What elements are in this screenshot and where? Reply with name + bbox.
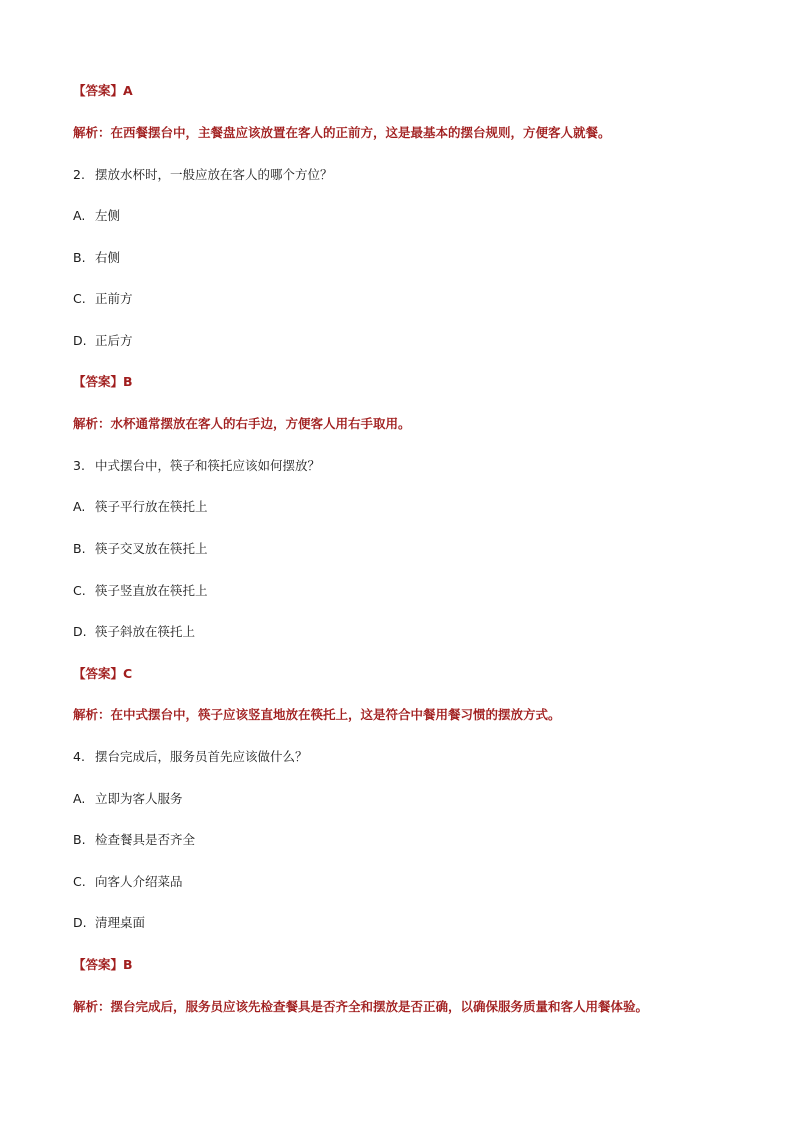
option-text: 清理桌面	[95, 915, 146, 930]
question-text: 摆放水杯时，一般应放在客人的哪个方位？	[95, 167, 333, 182]
question-text: 中式摆台中，筷子和筷托应该如何摆放？	[95, 458, 321, 473]
option-text: 筷子交叉放在筷托上	[95, 541, 208, 556]
answer-text: 【答案】B	[73, 374, 133, 389]
explanation-prefix: 解析：	[73, 999, 111, 1014]
option-text: 立即为客人服务	[95, 791, 183, 806]
question-number: 2.	[73, 167, 85, 182]
option-letter: C.	[73, 874, 86, 889]
option-letter: B.	[73, 832, 86, 847]
explanation-line	[73, 125, 611, 141]
explanation-text: 在中式摆台中，筷子应该竖直地放在筷托上，这是符合中餐用餐习惯的摆放方式。	[110, 707, 561, 722]
answer-line	[73, 957, 133, 973]
answer-line	[73, 83, 133, 99]
option-letter: B.	[73, 541, 86, 556]
option-letter: D.	[73, 333, 87, 348]
option-line	[73, 583, 208, 599]
answer-line	[73, 666, 132, 682]
option-line	[73, 333, 133, 349]
option-text: 筷子竖直放在筷托上	[95, 583, 208, 598]
answer-text: 【答案】A	[73, 83, 133, 98]
option-line	[73, 791, 183, 807]
question-text: 摆台完成后，服务员首先应该做什么？	[95, 749, 308, 764]
option-letter: A.	[73, 208, 86, 223]
explanation-line	[73, 416, 411, 432]
option-text: 向客人介绍菜品	[95, 874, 183, 889]
option-letter: D.	[73, 624, 87, 639]
explanation-line	[73, 999, 648, 1015]
answer-text: 【答案】C	[73, 666, 133, 681]
explanation-prefix: 解析：	[73, 416, 111, 431]
option-line	[73, 291, 133, 307]
question-line	[73, 167, 333, 183]
option-text: 左侧	[95, 208, 121, 223]
option-line	[73, 624, 195, 640]
option-text: 正前方	[95, 291, 133, 306]
explanation-line	[73, 707, 561, 723]
answer-text: 【答案】B	[73, 957, 133, 972]
option-line	[73, 915, 145, 931]
option-text: 右侧	[95, 250, 121, 265]
option-line	[73, 832, 195, 848]
option-text: 检查餐具是否齐全	[95, 832, 196, 847]
option-text: 正后方	[95, 333, 133, 348]
option-text: 筷子斜放在筷托上	[95, 624, 196, 639]
explanation-prefix: 解析：	[73, 125, 111, 140]
explanation-text: 在西餐摆台中，主餐盘应该放置在客人的正前方，这是最基本的摆台规则，方便客人就餐。	[110, 125, 611, 140]
explanation-prefix: 解析：	[73, 707, 111, 722]
option-letter: D.	[73, 915, 87, 930]
option-line	[73, 541, 208, 557]
explanation-text: 摆台完成后，服务员应该先检查餐具是否齐全和摆放是否正确，以确保服务质量和客人用餐体验。	[110, 999, 649, 1014]
option-text: 筷子平行放在筷托上	[95, 499, 208, 514]
question-line	[73, 749, 308, 765]
option-line	[73, 208, 120, 224]
option-letter: A.	[73, 791, 86, 806]
option-letter: B.	[73, 250, 86, 265]
option-line	[73, 874, 183, 890]
option-line	[73, 250, 120, 266]
option-line	[73, 499, 208, 515]
option-letter: C.	[73, 291, 86, 306]
question-number: 4.	[73, 749, 85, 764]
question-line	[73, 458, 320, 474]
question-number: 3.	[73, 458, 85, 473]
option-letter: A.	[73, 499, 86, 514]
answer-line	[73, 374, 133, 390]
option-letter: C.	[73, 583, 86, 598]
explanation-text: 水杯通常摆放在客人的右手边，方便客人用右手取用。	[110, 416, 411, 431]
